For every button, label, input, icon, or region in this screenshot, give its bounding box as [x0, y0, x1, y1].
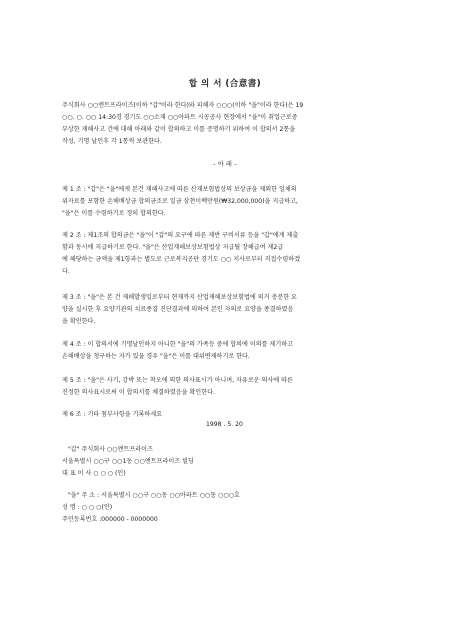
intro-line: ○○. ○. ○○ 14:30경 경기도 ○○소재 ○○아파트 시공공사 현장에서 "을"이 취업근로중: [62, 113, 298, 121]
article-1: [62, 184, 392, 220]
intro-line: 작성, 기명 날인후 각 1통씩 보관한다.: [62, 137, 162, 145]
article-line: 제 3 조 : "을"은 본 건 재해발생일로부터 현재까지 산업재해보상보험법에 의거 충분한 요: [62, 294, 297, 301]
article-4: [62, 339, 392, 363]
article-line: 손해배상을 청구하는 자가 있을 경우 "을"은 이를 대위변제하기로 한다.: [62, 352, 250, 360]
party-b-address: "을" 주 소 : 서울특별시 ○○구 ○○동 ○○아파트 ○○동 ○○○호: [68, 492, 240, 499]
document-title: 합 의 서 (合意書): [188, 79, 262, 89]
article-5: [62, 375, 392, 399]
article-line: 다.: [62, 267, 70, 275]
party-b-resident-number: 주민등록번호 :000000 - 0000000: [62, 516, 158, 523]
article-line: 을 확인한다.: [62, 317, 96, 325]
article-line: 위자료를 포함한 손해배상금 합의금조로 일금 삼천이백만원(₩32,000,000)을 지급하고,: [62, 197, 298, 205]
article-6: [62, 409, 392, 421]
intro-paragraph: [62, 100, 392, 148]
article-line: 제 2 조 : 제1조의 합의금은 "을"이 "갑"의 요구에 따른 제반 구비서류 등을 "갑"에게 제출: [62, 232, 299, 239]
article-line: 진정한 의사표시로써 이 합의서를 체결하였음을 확인한다.: [62, 388, 215, 396]
party-a-name: "갑" 주식회사 ○○엔트프라이즈: [68, 446, 153, 453]
intro-line: 부상한 재해사고 건에 대해 아래와 같이 합의하고 이를 증명하기 위하여 이 합의서 2통을: [62, 125, 296, 133]
article-line: "을"은 이를 수령하기로 정히 합의한다.: [62, 209, 166, 217]
party-b-name: 성 명 : ○ ○ ○(인): [62, 504, 113, 511]
article-line: 제 5 조 : "을"은 사기, 강박 또는 착오에 의한 의사표시가 아니며, 자유로운 의사에 따른: [62, 377, 293, 384]
article-line: 함과 동시에 지급하기로 한다. "을"은 산업재해보상보험법상 지급될 장해급여 제2급: [62, 243, 284, 251]
signing-date: 1998 . 5. 20: [206, 421, 243, 428]
party-a-representative: 대 표 이 사 ○ ○ ○ (인): [62, 470, 126, 477]
article-line: 제 4 조 : 이 합의서에 기명날인하지 아니한 "을"의 가족등 중에 합의에 이의를 제기하고: [62, 341, 293, 348]
article-line: 제 1 조 : "갑"은 "을"에게 본건 재해사고에 따른 산재보험법상의 보상금을 제외한 일체의: [62, 186, 297, 193]
intro-line: 주식회사 ○○엔트프라이즈(이하 "갑"이라 한다)와 피해자 ○○○(이하 "을"이라 한다)은 19: [62, 102, 304, 109]
article-line: 제 6 조 : 기타 첨부사항을 기록하세요: [62, 411, 162, 418]
party-a-address: 서울특별시 ○○구 ○○1동 ○○엔트프라이즈 빌딩: [62, 458, 194, 465]
article-line: 양을 실시한 후 요양기관의 치료종결 진단결과에 의하여 본인 자의로 요양을 종결하였음: [62, 305, 294, 313]
article-line: 에 해당하는 금액을 제1항과는 별도로 근로복지공단 경기도 ○○ 지사로부터 직접수령하겠: [62, 255, 300, 263]
section-header: - 아 래 -: [213, 161, 237, 168]
article-2: [62, 230, 392, 278]
article-3: [62, 292, 392, 328]
